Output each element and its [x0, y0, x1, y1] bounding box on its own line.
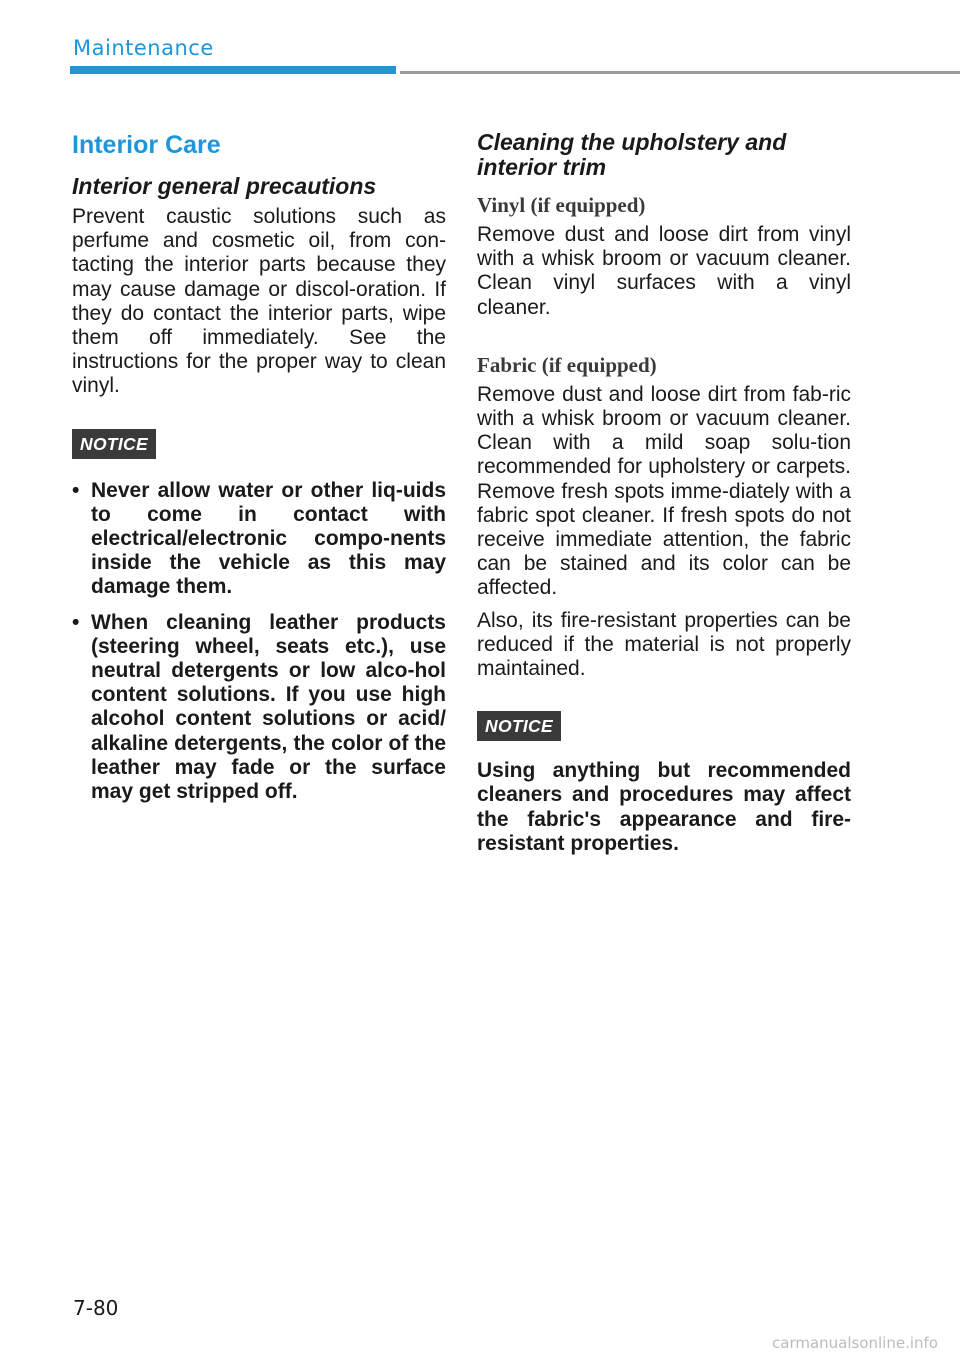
- fabric-paragraph-1: Remove dust and loose dirt from fab-ric with a whisk broom or vacuum cleaner. Clean with a mild soap solu-tion recommended for upholstery or carpets. Remove fresh spots imme-diately with a fabric spot cleaner. If fresh spots do not receive immediate attention, the fabric can be stained and its color can be affected.: [477, 382, 851, 600]
- notice-list-item: • Never allow water or other liq-uids to come in contact with electrical/electronic compo-nents inside the vehicle as this may damage them.: [72, 479, 446, 600]
- notice-block: [72, 429, 446, 459]
- notice-list-item: • When cleaning leather products (steering wheel, seats etc.), use neutral detergents or low alco-hol content solutions. If you use high alcohol content solutions or acid/ alkaline detergents, the color of the leather may fade or the surface may get stripped off.: [72, 611, 446, 805]
- header-rule: [400, 71, 960, 74]
- fabric-heading: Fabric (if equipped): [477, 352, 657, 377]
- right-column: [477, 130, 851, 856]
- fabric-paragraph-2: Also, its fire-resistant properties can be reduced if the material is not properly maintained.: [477, 608, 851, 681]
- section-title: Maintenance: [73, 36, 214, 60]
- notice-badge: NOTICE: [72, 429, 156, 459]
- left-column: [72, 130, 446, 815]
- vinyl-heading: Vinyl (if equipped): [477, 193, 646, 217]
- notice-badge: NOTICE: [477, 711, 561, 741]
- watermark: carmanualsonline.info: [772, 1334, 938, 1352]
- header-accent-bar: [70, 66, 396, 74]
- notice-list: [72, 479, 446, 805]
- vinyl-paragraph: Remove dust and loose dirt from vinyl with a whisk broom or vacuum cleaner. Clean vinyl surfaces with a vinyl cleaner.: [477, 223, 851, 319]
- page-number: 7-80: [73, 1296, 119, 1320]
- precautions-paragraph: Prevent caustic solutions such as perfume and cosmetic oil, from con-tacting the interior parts because they may cause damage or discol-oration. If they do contact the interior parts, wipe them off immediately. See the instructions for the proper way to clean vinyl.: [72, 205, 446, 398]
- general-precautions-subheading: Interior general precautions: [72, 173, 377, 199]
- interior-care-heading: Interior Care: [72, 131, 221, 159]
- notice-block: [477, 711, 851, 741]
- fabric-notice-text: Using anything but recommended cleaners and procedures may affect the fabric's appearance and fire-resistant properties.: [477, 759, 851, 855]
- upholstery-subheading: Cleaning the upholstery and interior trim: [477, 129, 787, 180]
